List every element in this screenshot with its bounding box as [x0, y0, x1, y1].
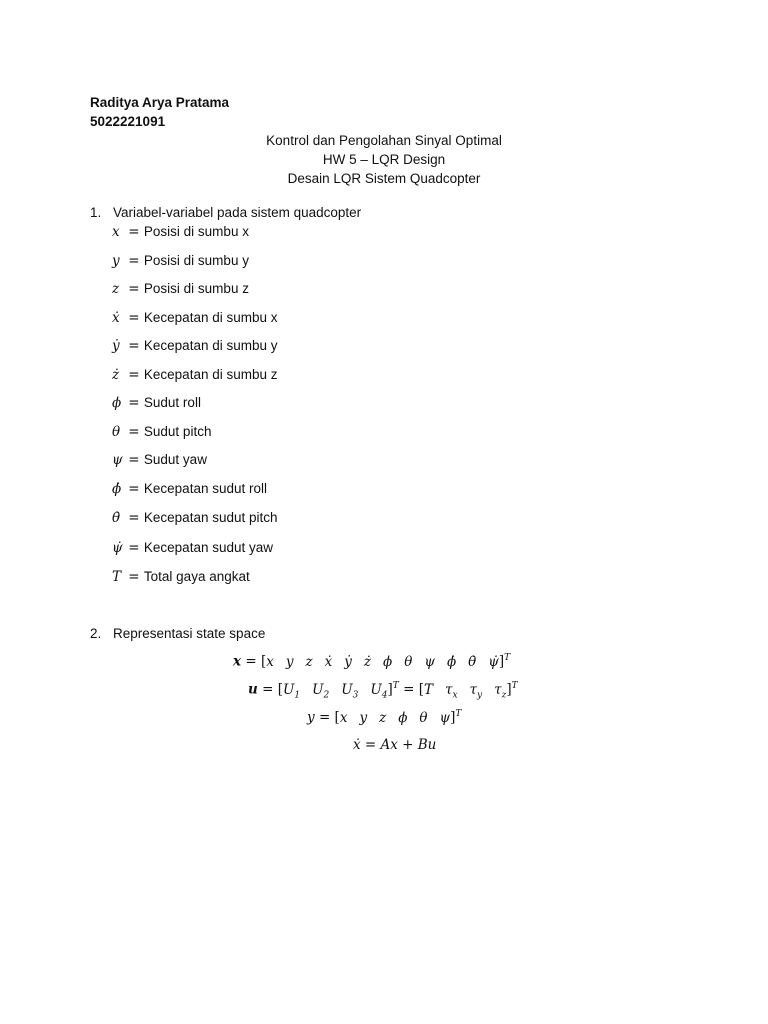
vector-term: x [266, 653, 274, 670]
vector-term: θ [404, 653, 413, 670]
vector-term: $U_1$ [283, 681, 301, 701]
state-vector-symbol: x [233, 653, 242, 670]
term-subscript: z [501, 690, 507, 701]
variable-item [112, 224, 249, 240]
eq-open2: = [ [398, 681, 424, 698]
vector-term: z [305, 653, 313, 670]
vector-term: ψ [439, 709, 451, 726]
equals-sign: = [124, 281, 144, 297]
variable-description: Kecepatan di sumbu x [143, 310, 278, 325]
transpose-sup: T [504, 653, 511, 663]
vector-term: x [339, 709, 348, 726]
variable-item [112, 540, 273, 556]
eq-close: ] [506, 681, 512, 698]
variable-symbol: y [112, 253, 120, 269]
vector-term: ϕ [383, 653, 393, 670]
input-vector-symbol: u [248, 681, 258, 698]
equals-sign: = [124, 395, 144, 411]
vector-term: $U_2$ [312, 681, 330, 701]
vector-term: ψ̇ [488, 653, 499, 670]
state-equation-text: ẋ = Ax + Bu [353, 737, 437, 753]
variable-symbol: ż [112, 367, 120, 383]
variable-symbol: z [112, 281, 120, 297]
vector-term: ẋ [324, 653, 333, 670]
equals-sign: = [124, 424, 144, 440]
variable-description: Posisi di sumbu y [143, 253, 249, 268]
eq-mid: ] [387, 681, 393, 698]
variable-item [112, 310, 278, 326]
equals-sign: = [124, 224, 144, 240]
variable-description: Sudut roll [143, 395, 201, 410]
section2-title: Representasi state space [113, 626, 266, 641]
term-subscript: 1 [294, 690, 301, 701]
eq-open: = [ [245, 653, 267, 670]
vector-term: ϕ [398, 709, 408, 726]
variable-symbol: T [112, 569, 122, 585]
variable-item [112, 395, 201, 411]
input-terms [283, 681, 388, 701]
variable-description: Posisi di sumbu z [143, 281, 249, 296]
transpose-sup: T [455, 709, 462, 719]
variable-item [112, 281, 249, 297]
vector-term: $\tau_z$ [494, 681, 507, 701]
state-vector-equation [233, 653, 510, 670]
equals-sign: = [124, 481, 144, 497]
vector-term: ϕ̇ [446, 653, 457, 670]
variable-symbol: θ [112, 424, 121, 440]
eq-open: = [ [318, 709, 340, 726]
section2-number: 2. [90, 626, 102, 641]
variable-item [112, 569, 250, 585]
output-terms [340, 710, 450, 726]
variable-symbol: ϕ [112, 395, 122, 411]
vector-term: y [285, 653, 294, 670]
variable-symbol: ψ [112, 452, 123, 468]
variable-item [112, 367, 278, 383]
equals-sign: = [124, 452, 144, 468]
vector-term: z [379, 709, 387, 726]
transpose-sup: T [511, 681, 518, 691]
variable-item [112, 510, 278, 526]
output-vector-equation [307, 709, 461, 726]
homework-title: HW 5 – LQR Design [322, 152, 446, 167]
vector-term: ẏ [344, 653, 352, 670]
variable-item [112, 424, 211, 440]
state-equation [353, 737, 436, 753]
vector-term: $\tau_y$ [469, 681, 483, 701]
variable-description: Posisi di sumbu x [143, 224, 249, 239]
variable-description: Kecepatan sudut yaw [143, 540, 273, 555]
eq-close: ] [450, 709, 456, 726]
variable-description: Total gaya angkat [143, 569, 250, 584]
state-terms [266, 654, 499, 670]
vector-term: y [359, 709, 368, 726]
variable-description: Kecepatan sudut roll [143, 481, 267, 496]
term-subscript: 3 [352, 690, 359, 701]
vector-term: θ [419, 709, 428, 726]
vector-term: $U_3$ [341, 681, 359, 701]
variable-symbol: ẋ [112, 310, 120, 326]
vector-term: ż [363, 653, 372, 670]
variable-item [112, 481, 267, 497]
variable-description: Kecepatan di sumbu y [143, 338, 278, 353]
variable-description: Sudut pitch [143, 424, 212, 439]
course-title: Kontrol dan Pengolahan Sinyal Optimal [266, 133, 502, 148]
section1-title: Variabel-variabel pada sistem quadcopter [113, 205, 362, 220]
document-subject: Desain LQR Sistem Quadcopter [287, 171, 481, 186]
vector-term: $U_4$ [370, 681, 388, 701]
input-vector-equation [248, 681, 518, 700]
eq-close: ] [498, 653, 505, 670]
output-vector-symbol: y [307, 709, 315, 726]
variable-symbol: ψ̇ [112, 540, 123, 556]
equals-sign: = [124, 569, 144, 585]
equals-sign: = [124, 510, 144, 526]
vector-term: T [423, 681, 433, 698]
vector-term: $\tau_x$ [444, 681, 458, 701]
author-name: Raditya Arya Pratama [90, 95, 230, 110]
variable-item [112, 253, 249, 269]
equals-sign: = [124, 310, 144, 326]
equals-sign: = [124, 367, 144, 383]
variable-symbol: x [112, 224, 120, 240]
eq-open: = [ [262, 681, 283, 698]
variable-symbol: ϕ̇ [112, 481, 122, 497]
term-subscript: 2 [323, 690, 330, 701]
term-subscript: x [452, 690, 458, 701]
variable-description: Kecepatan sudut pitch [143, 510, 278, 525]
variable-symbol: θ̇ [112, 510, 121, 526]
variable-item [112, 338, 278, 354]
term-subscript: y [477, 690, 483, 701]
section1-number: 1. [90, 205, 102, 220]
term-subscript: 4 [381, 690, 388, 701]
student-id: 5022221091 [90, 114, 166, 129]
variable-description: Sudut yaw [143, 452, 207, 467]
equals-sign: = [124, 253, 144, 269]
transpose-sup: T [392, 681, 399, 691]
variable-item [112, 452, 207, 468]
vector-term: θ̇ [468, 653, 477, 670]
torque-terms [423, 681, 507, 701]
variable-description: Kecepatan di sumbu z [143, 367, 278, 382]
vector-term: ψ [424, 653, 435, 670]
variable-symbol: ẏ [112, 338, 120, 354]
equals-sign: = [124, 540, 144, 556]
equals-sign: = [124, 338, 144, 354]
